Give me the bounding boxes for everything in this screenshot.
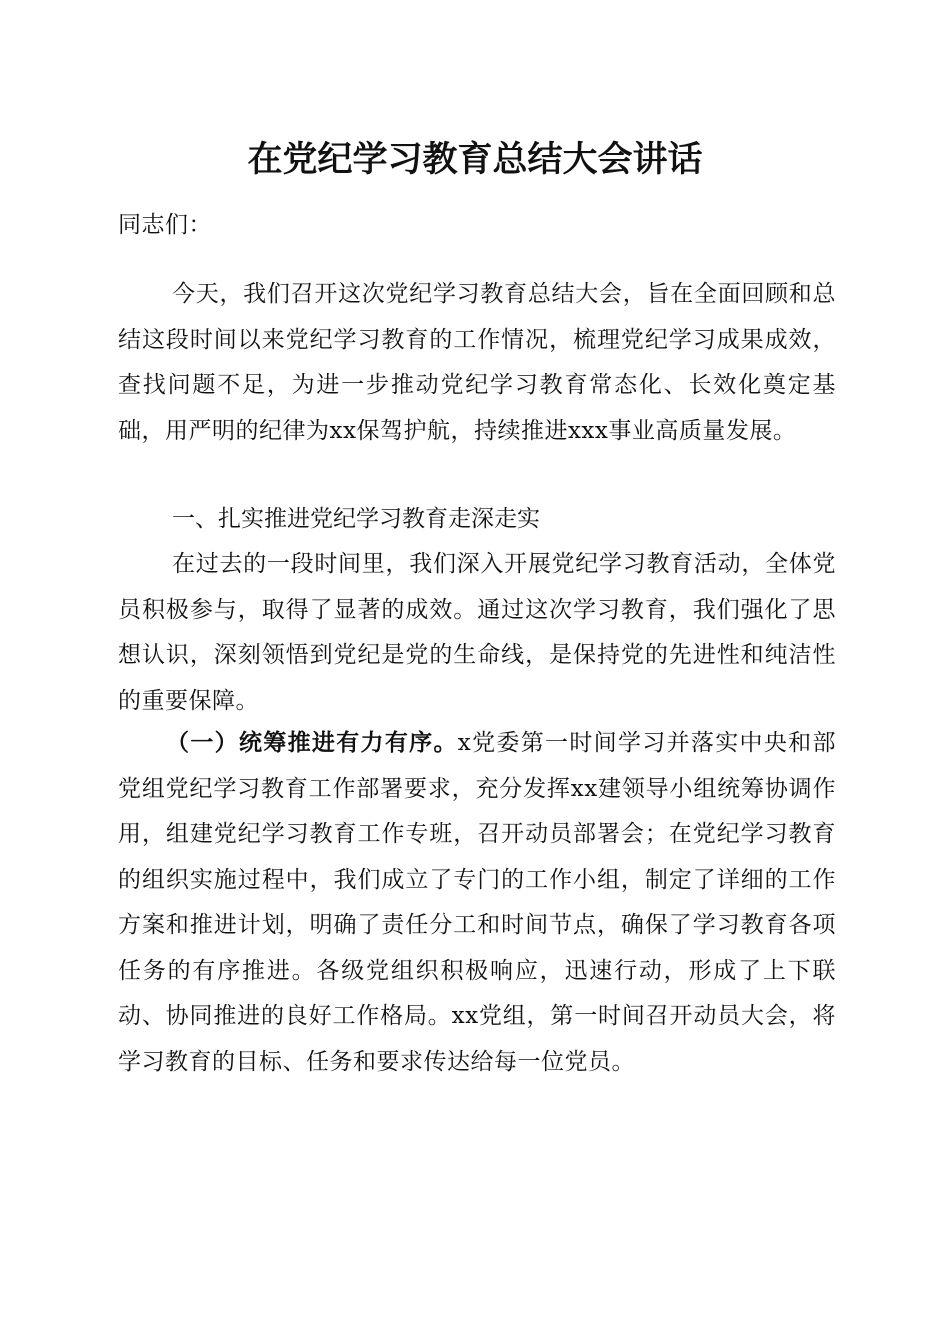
subsection-heading-1: （一）统筹推进有力有序。 (166, 730, 458, 756)
document-title: 在党纪学习教育总结大会讲话 (247, 140, 703, 180)
paragraph-section-1: 在过去的一段时间里，我们深入开展党纪学习教育活动，全体党员积极参与，取得了显著的成效。通过这次学习教育，我们强化了思想认识，深刻领悟到党纪是党的生命线，是保持党的先进性和纯洁性的重要保障。 (118, 551, 836, 714)
paragraph-intro: 今天，我们召开这次党纪学习教育总结大会，旨在全面回顾和总结这段时间以来党纪学习教育的工作情况，梳理党纪学习成果成效，查找问题不足，为进一步推动党纪学习教育常态化、长效化奠定基础，用严明的纪律为xx保驾护航，持续推进xxx事业高质量发展。 (118, 281, 836, 444)
salutation: 同志们： (118, 212, 212, 238)
subsection-1-body: x党委第一时间学习并落实中央和部党组党纪学习教育工作部署要求，充分发挥xx建领导小组统筹协调作用，组建党纪学习教育工作专班，召开动员部署会；在党纪学习教育的组织实施过程中，我们成立了专门的工作小组，制定了详细的工作方案和推进计划，明确了责任分工和时间节点，确保了学习教育各项任务的有序推进。各级党组织积极响应，迅速行动，形成了上下联动、协同推进的良好工作格局。xx党组，第一时间召开动员大会，将学习教育的目标、任务和要求传达给每一位党员。 (118, 730, 836, 1075)
section-heading-1: 一、扎实推进党纪学习教育走深走实 (172, 506, 540, 532)
paragraph-subsection-1 (118, 721, 836, 1085)
